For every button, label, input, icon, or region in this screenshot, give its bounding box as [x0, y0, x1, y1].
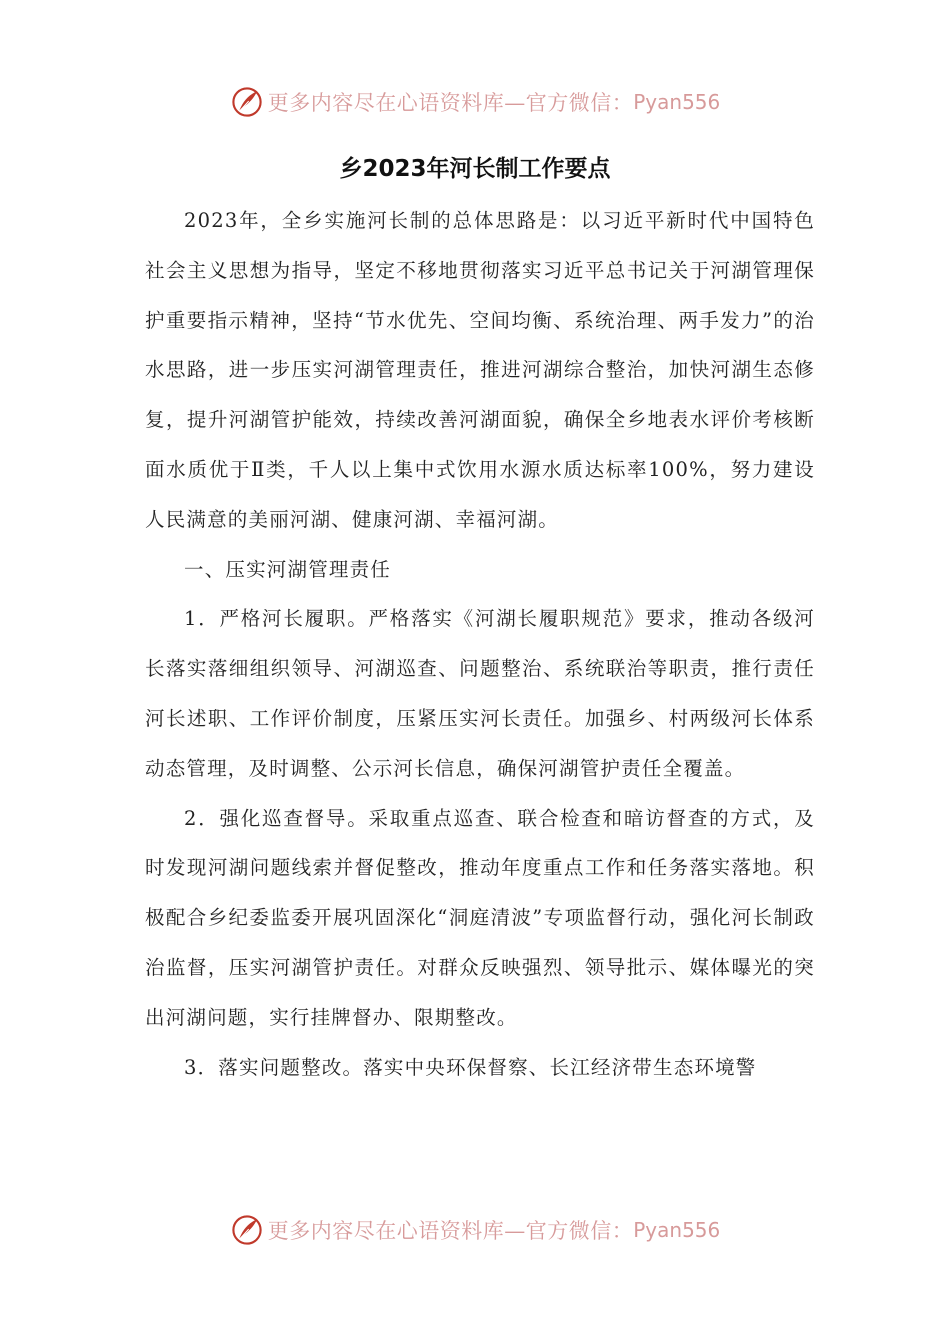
- feather-pen-logo-icon: [230, 1213, 264, 1247]
- feather-pen-logo-icon: [230, 85, 264, 119]
- item-paragraph-3: 3．落实问题整改。落实中央环保督察、长江经济带生态环境警: [184, 1055, 757, 1079]
- watermark-wechat-id: Pyan556: [633, 90, 721, 114]
- watermark-text: 更多内容尽在心语资料库—官方微信：: [267, 91, 634, 115]
- watermark-banner-bottom: [0, 1210, 950, 1250]
- watermark-wechat-id: Pyan556: [633, 1218, 721, 1242]
- section-heading-1: 一、压实河湖管理责任: [184, 557, 392, 581]
- item-paragraph-2: 2．强化巡查督导。采取重点巡查、联合检查和暗访督查的方式，及时发现河湖问题线索并督促整改，推动年度重点工作和任务落实落地。积极配合乡纪委监委开展巩固深化“洞庭清波”专项监督行动，强化河长制政治监督，压实河湖管护责任。对群众反映强烈、领导批示、媒体曝光的突出河湖问题，实行挂牌督办、限期整改。: [145, 806, 815, 1029]
- document-body: [145, 196, 815, 1092]
- document-title: 乡2023年河长制工作要点: [339, 156, 611, 182]
- watermark-banner-top: [0, 82, 950, 122]
- intro-paragraph: 2023年，全乡实施河长制的总体思路是：以习近平新时代中国特色社会主义思想为指导，坚定不移地贯彻落实习近平总书记关于河湖管理保护重要指示精神，坚持“节水优先、空间均衡、系统治理、两手发力”的治水思路，进一步压实河湖管理责任，推进河湖综合整治，加快河湖生态修复，提升河湖管护能效，持续改善河湖面貌，确保全乡地表水评价考核断面水质优于Ⅱ类，千人以上集中式饮用水源水质达标率100%，努力建设人民满意的美丽河湖、健康河湖、幸福河湖。: [145, 209, 815, 531]
- item-paragraph-1: 1．严格河长履职。严格落实《河湖长履职规范》要求，推动各级河长落实落细组织领导、河湖巡查、问题整治、系统联治等职责，推行责任河长述职、工作评价制度，压紧压实河长责任。加强乡、村两级河长体系动态管理，及时调整、公示河长信息，确保河湖管护责任全覆盖。: [145, 607, 815, 780]
- watermark-text: 更多内容尽在心语资料库—官方微信：: [267, 1219, 634, 1243]
